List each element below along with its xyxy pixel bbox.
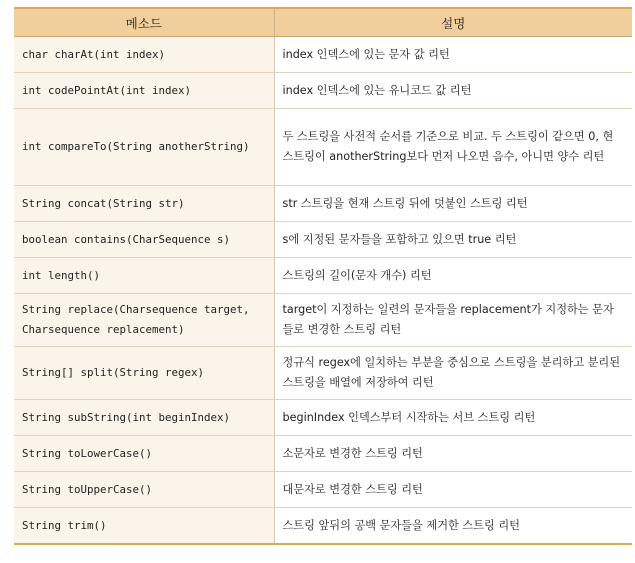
table-row bbox=[14, 73, 632, 109]
table-row bbox=[14, 294, 632, 347]
description-cell: 두 스트링을 사전적 순서를 기준으로 비교. 두 스트링이 같으면 0, 현 스트링이 anotherString보다 먼저 나오면 음수, 아니면 양수 리턴 bbox=[274, 109, 632, 186]
table-row bbox=[14, 109, 632, 186]
table-row bbox=[14, 436, 632, 472]
description-cell: target이 지정하는 일련의 문자들을 replacement가 지정하는 문자들로 변경한 스트링 리턴 bbox=[274, 294, 632, 347]
header-description: 설명 bbox=[274, 8, 632, 37]
string-methods-table bbox=[14, 7, 632, 545]
description-cell: index 인덱스에 있는 유니코드 값 리턴 bbox=[274, 73, 632, 109]
description-cell: 정규식 regex에 일치하는 부분을 중심으로 스트링을 분리하고 분리된 스트링을 배열에 저장하여 리턴 bbox=[274, 347, 632, 400]
table-row bbox=[14, 347, 632, 400]
table-row bbox=[14, 37, 632, 73]
method-cell: String toLowerCase() bbox=[14, 436, 274, 472]
string-methods-table-container bbox=[14, 7, 632, 545]
method-cell: String subString(int beginIndex) bbox=[14, 400, 274, 436]
method-cell: boolean contains(CharSequence s) bbox=[14, 222, 274, 258]
method-cell: String toUpperCase() bbox=[14, 472, 274, 508]
method-cell: int codePointAt(int index) bbox=[14, 73, 274, 109]
description-cell: str 스트링을 현재 스트링 뒤에 덧붙인 스트링 리턴 bbox=[274, 186, 632, 222]
header-method: 메소드 bbox=[14, 8, 274, 37]
description-cell: 대문자로 변경한 스트링 리턴 bbox=[274, 472, 632, 508]
table-row bbox=[14, 400, 632, 436]
method-cell: String trim() bbox=[14, 508, 274, 545]
table-row bbox=[14, 508, 632, 545]
description-cell: 스트링 앞뒤의 공백 문자들을 제거한 스트링 리턴 bbox=[274, 508, 632, 545]
description-cell: s에 지정된 문자들을 포함하고 있으면 true 리턴 bbox=[274, 222, 632, 258]
table-row bbox=[14, 472, 632, 508]
method-cell: int length() bbox=[14, 258, 274, 294]
method-cell: String[] split(String regex) bbox=[14, 347, 274, 400]
description-cell: index 인덱스에 있는 문자 값 리턴 bbox=[274, 37, 632, 73]
table-row bbox=[14, 186, 632, 222]
method-cell: String replace(Charsequence target, Charsequence replacement) bbox=[14, 294, 274, 347]
description-cell: 소문자로 변경한 스트링 리턴 bbox=[274, 436, 632, 472]
description-cell: beginIndex 인덱스부터 시작하는 서브 스트링 리턴 bbox=[274, 400, 632, 436]
table-row bbox=[14, 222, 632, 258]
method-cell: char charAt(int index) bbox=[14, 37, 274, 73]
description-cell: 스트링의 길이(문자 개수) 리턴 bbox=[274, 258, 632, 294]
table-row bbox=[14, 258, 632, 294]
method-cell: int compareTo(String anotherString) bbox=[14, 109, 274, 186]
table-header-row bbox=[14, 8, 632, 37]
method-cell: String concat(String str) bbox=[14, 186, 274, 222]
